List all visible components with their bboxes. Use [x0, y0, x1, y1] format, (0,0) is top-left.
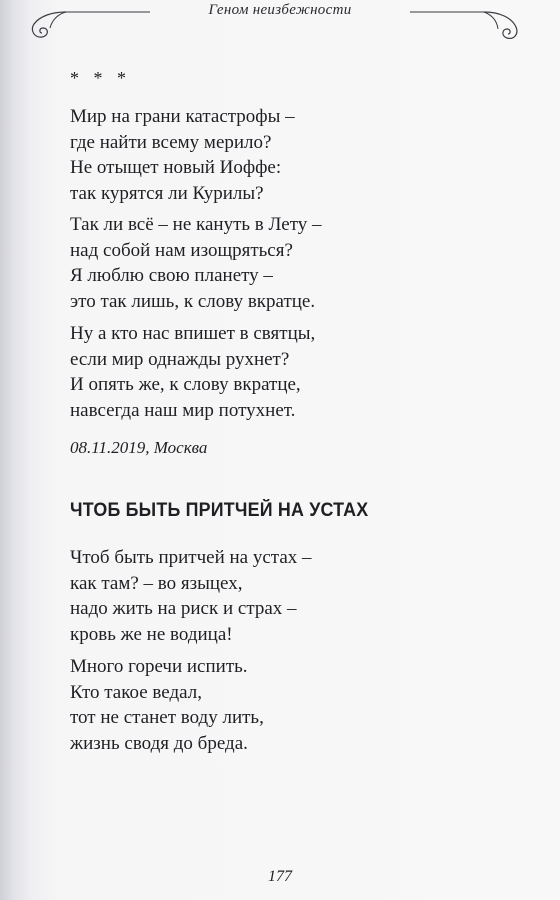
verse-line: Так ли всё – не кануть в Лету –: [70, 214, 322, 235]
poem-title: ЧТОБ БЫТЬ ПРИТЧЕЙ НА УСТАХ: [70, 500, 369, 521]
verse-line: если мир однажды рухнет?: [70, 348, 290, 370]
verse-line: тот не станет воду лить,: [70, 707, 264, 728]
verse-line: Кто такое ведал,: [70, 681, 202, 703]
verse-line: так курятся ли Курилы?: [70, 182, 264, 204]
verse-line: над собой нам изощряться?: [70, 239, 293, 261]
verse-line: Не отыщет новый Иоффе:: [70, 157, 282, 178]
verse-line: Чтоб быть притчей на устах –: [70, 547, 312, 568]
verse-line: где найти всему мерило?: [70, 131, 272, 153]
verse-line: как там? – во языцех,: [70, 572, 243, 594]
poem-dateline: 08.11.2019, Москва: [70, 438, 208, 457]
stanza: [70, 321, 530, 423]
verse-line: кровь же не водица!: [70, 623, 233, 645]
stanza: [70, 104, 530, 206]
poem-separator: * * *: [70, 68, 131, 88]
stanza: [70, 212, 530, 314]
verse-line: Много горечи испить.: [70, 656, 248, 677]
verse-line: навсегда наш мир потухнет.: [70, 399, 296, 421]
stanza: [70, 545, 530, 647]
page-header: [0, 0, 560, 56]
stanza: [70, 654, 530, 756]
verse-line: надо жить на риск и страх –: [70, 598, 297, 619]
verse-line: Мир на грани катастрофы –: [70, 106, 295, 127]
running-title: Геном неизбежности: [208, 2, 352, 18]
verse-line: И опять же, к слову вкратце,: [70, 374, 301, 395]
page-number: 177: [268, 868, 292, 885]
verse-line: Я люблю свою планету –: [70, 265, 273, 286]
verse-line: это так лишь, к слову вкратце.: [70, 290, 316, 312]
verse-line: жизнь сводя до бреда.: [70, 732, 248, 754]
verse-line: Ну а кто нас впишет в святцы,: [70, 323, 316, 344]
